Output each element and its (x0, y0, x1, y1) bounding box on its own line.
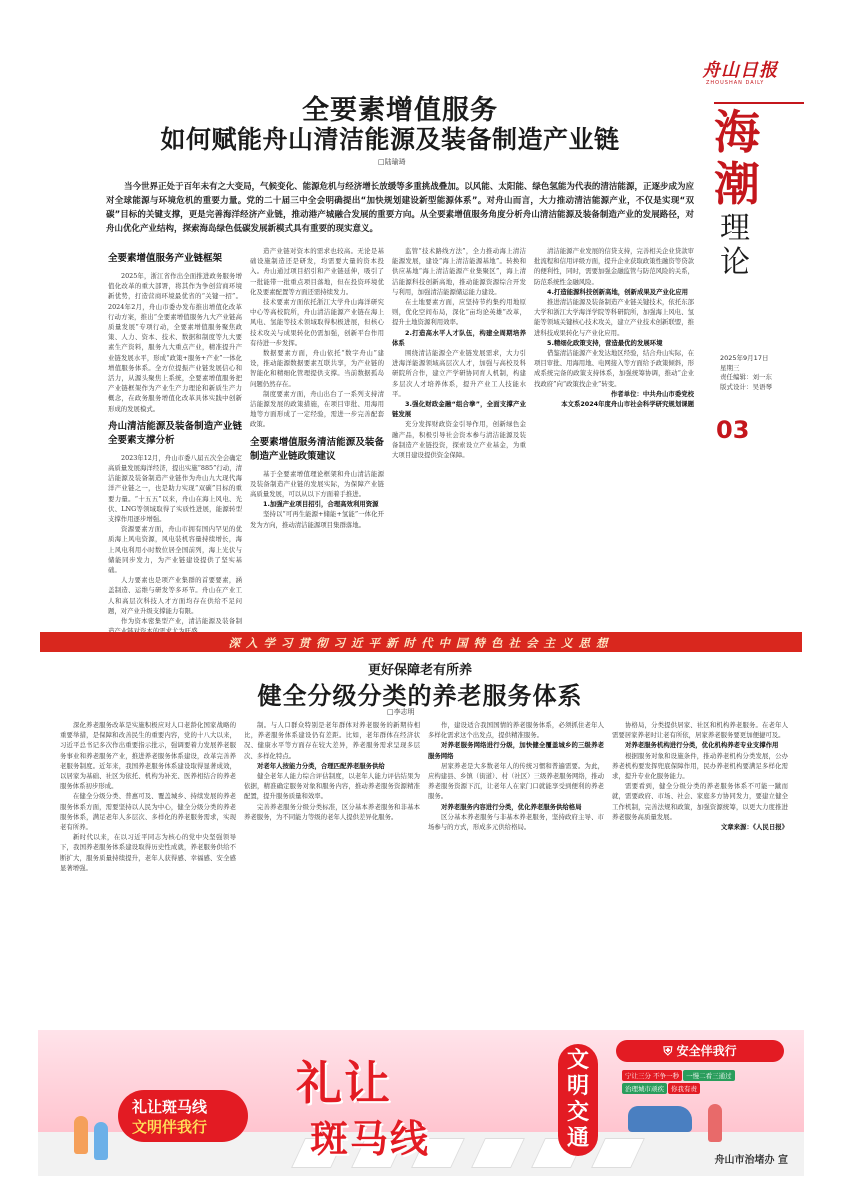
article2-paragraph: 深化养老服务改革是实施积极应对人口老龄化国家战略的重要举措，是保障和改善民生的重要内容，党的十八大以来，习近平总书记多次作出重要指示批示，强调要着力发展养老服务事业和养老服务产业，推进养老服务体系建设，改革完善养老服务制度。近年来，我国养老服务体系建设取得显著成效，以居家为基础、社区为依托、机构为补充、医养相结合的养老服务体系初步形成。 (60, 721, 236, 791)
article2-bold-heading: 对老年人按能力分类，合理匹配养老服务供给 (257, 761, 385, 770)
article1-column-4 (534, 246, 694, 624)
article2-paragraph: 作，建设适合我国国情的养老服务体系，必须抓住老年人多样化需求这个出发点，提供精准服务。 (428, 721, 604, 740)
article2-paragraph: 健全老年人能力综合评估制度，以老年人能力评估结果为依据，精准确定服务对象和服务内容，推动养老服务资源精准配置，提升服务质量和效率。 (244, 772, 420, 801)
shield-icon: ⛨ (663, 1044, 677, 1058)
article1-paragraph: 人力要素也是项产业集群的首要要素，涵盖制造、运维与研发等多环节。舟山在产业工人和高层次科技人才方面均存在供给不足问题，对产业升级支撑能力有限。 (108, 576, 242, 615)
ad-sign (616, 1040, 784, 1062)
ad-sign-text: 安全伴我行 (676, 1044, 737, 1058)
masthead-divider (714, 102, 804, 104)
article2-column-3 (428, 720, 604, 1016)
article1-paragraph: 在土地要素方面，应坚持节约集约用地原则，优化空间布局，深化“亩均论英雄”改革，提升土地资源利用效率。 (392, 298, 526, 327)
article1-column-3 (392, 246, 526, 624)
issue-designer: 版式设计：吴语琴 (720, 382, 772, 391)
ad-headline-line2: 斑马线 (310, 1117, 431, 1161)
pedestrian-figure (74, 1116, 88, 1154)
article1-paragraph: 技术要素方面依托浙江大学舟山海洋研究中心等高校院所，舟山清洁能源产业链在海上风电、氢能等技术领域取得积极进展，但核心技术攻关与成果转化仍需加强，创新平台作用有待进一步发挥。 (250, 298, 384, 347)
article2-paragraph: 区分基本养老服务与非基本养老服务，坚持政府主导、市场参与的方式，形成多元供给格局。 (428, 812, 604, 832)
article1-paragraph: 监管“技术路线方法”，全力推动海上清洁能源发展，建设“海上清洁能源基地”。转换和供应基地“海上清洁能源产业集聚区”，海上清洁能源科技创新高地，推动能源资源综合开发与利用，加强清洁能源储运能力建设。 (392, 247, 526, 296)
article1-subheading: 舟山清洁能源及装备制造产业链全要素支撑分析 (108, 420, 242, 446)
ad-headline-line1: 礼让 (296, 1056, 392, 1110)
article1-paragraph: 2025年，浙江省作出全面推进政务服务增值化改革的重大部署，将其作为争创营商环境新优势，打造营商环境最优省的“关键一招”。2024年2月，舟山市委办发布推出增值化改革行动方案，推出“全要素增值服务九大产业链高质量发展”专项行动，全要素增值服务聚焦政策、人力、资本、技术、数据和制度等九大要素生产资料，服务九大重点产业，精准提升产业链发展水平，形成“政策+服务+产业”一体化增值服务体系。全方位提振产业链发展信心和活力，从源头聚焦上系统，全要素增值服务把产业链框架作为产业生产力理论和新质生产力概念，在政务服务增值化改革具体实践中创新形成的发展模式。 (108, 272, 242, 413)
issue-meta (720, 354, 772, 392)
ad-vertical-text: 文明交通 (567, 1048, 590, 1151)
issue-editor: 责任编辑：刘一东 (720, 373, 772, 381)
section-title-text: 海潮 (714, 105, 760, 211)
section-subtitle-text: 理论 (720, 211, 750, 280)
article1-subheading: 全要素增值服务清洁能源及装备制造产业链政策建议 (250, 436, 384, 462)
issue-date: 2025年9月17日 (720, 354, 769, 362)
article2-source: 文章来源：《人民日报》 (720, 823, 788, 832)
ad-tag: 治理城市顽疾 (622, 1083, 667, 1094)
ad-vertical-label (558, 1044, 598, 1156)
article2-bold-heading: 对养老服务网络进行分级，加快健全覆盖城乡的三级养老服务网络 (428, 741, 604, 760)
article1-column-1 (108, 246, 242, 624)
article1-paragraph: 制度要素方面，舟山出台了一系列支持清洁能源发展的政策措施，在项目审批、用海用地等方面形成了一定经验，需进一步完善配套政策。 (250, 389, 384, 429)
article2-column-2 (244, 720, 420, 1016)
article1-author-unit: 作者单位：中共舟山市委党校 (610, 389, 694, 398)
theme-banner-text: 深入学习贯彻习近平新时代中国特色社会主义思想 (228, 636, 614, 650)
masthead (700, 38, 810, 444)
article1-bold-heading: 5.精细化政策支持，营造最优的发展环境 (547, 338, 663, 347)
ad-slogan-line1: 礼让斑马线 (132, 1098, 208, 1116)
article1-paragraph: 充分发挥财政资金引导作用，创新绿色金融产品，积极引导社会资本参与清洁能源及装备制造产业链投资，探索设立产业基金，为重大项目建设提供资金保障。 (392, 420, 526, 460)
ad-slogan-badge (118, 1090, 248, 1142)
ad-tag: 你我有责 (668, 1083, 700, 1094)
issue-weekday: 星期三 (720, 363, 740, 372)
article2-bold-heading: 对养老服务机构进行分类，优化机构养老专业支撑作用 (625, 741, 779, 750)
section-title (714, 106, 766, 210)
article1-paragraph: 推进清洁能源及装备制造产业链关键技术，依托东部大学和浙江大学海洋学院等科研院所，加强海上风电、氢能等领域关键核心技术攻关，建立产业技术创新联盟，推进科技成果转化与产业化应用。 (534, 298, 694, 337)
article1-title-line1: 全要素增值服务 (302, 95, 498, 126)
article2-paragraph: 完善养老服务分级分类标准，区分基本养老服务和非基本养老服务，为不同能力等级的老年人提供差异化服务。 (244, 802, 420, 821)
car-illustration (628, 1106, 692, 1132)
article1-paragraph: 作为资本密集型产业，清洁能源及装备制 (121, 617, 242, 626)
article1-paragraph: 清洁能源产业发展的信贷支持，完善相关企业贷款审批流程和信用评级方面，提升企业获取政策性融资等贷款的便利性，同时，需要加强金融监管与防范风险的关系，防范系统性金融风险。 (534, 247, 694, 286)
article1-paragraph: 借鉴清洁能源产业发达地区经验，结合舟山实际，在项目审批、用海用地、电网接入等方面给予政策倾斜，形成系统完备的政策支持体系，加强统筹协调，推动“企业找政府”向“政策找企业”转变。 (534, 349, 694, 388)
article1-subheading: 全要素增值服务产业链框架 (108, 253, 223, 264)
article2-paragraph: 新时代以来，在以习近平同志为核心的党中央坚强领导下，我国养老服务体系建设取得历史性成就，养老服务供给不断扩大，服务质量持续提升，老年人获得感、幸福感、安全感显著增强。 (60, 833, 236, 872)
article1-title-line2: 如何赋能舟山清洁能源及装备制造产业链 (160, 125, 620, 154)
article2-paragraph: 在健全分级分类、普惠可及、覆盖城乡、持续发展的养老服务体系方面，需要坚持以人民为中心，健全分级分类的养老服务体系，满足老年人多层次、多样化的养老服务需求，实现老有所养。 (60, 792, 236, 832)
article1-paragraph: 2023年12月，舟山市委八届五次全会确定高质量发展海洋经济，提出实施“885”行动，清洁能源及装备制造产业链作为舟山九大现代海洋产业链之一，也是助力实现“双碳”目标的重要力量。“十五五”以来，舟山在海上风电、光伏、LNG等领域取得了实质性进展，能源转型支撑作用逐步增强。 (108, 453, 242, 524)
article1-paragraph: 坚持以“可再生能源+储能+氢能”一体化开发为方向，推动清洁能源项目集群落地。 (250, 510, 384, 529)
article1-bold-heading: 2.打造高水平人才队伍，构建全周期培养体系 (392, 328, 526, 347)
ad-tag: 一慢二看三通过 (683, 1070, 735, 1081)
ad-tag-list (622, 1070, 736, 1096)
article1-paragraph: 基于全要素增值理论框架和舟山清洁能源及装备制造产业链的发展实际，为保障产业链高质量发展，可以从以下方面着手推进。 (250, 469, 384, 499)
article1-paragraph: 造产业链对资本的需求也较高。无论是基础设施制造还是研发，均需要大量的资本投入。舟山通过项目招引和产业链延伸，吸引了一批能带一批重点项目落地，但在投资环境优化及要素配置等方面还需持续发力。 (250, 247, 384, 296)
newspaper-logo-sub: ZHOUSHAN DAILY (706, 80, 765, 86)
article1-bold-heading: 3.强化财政金融“组合拳”，全面支撑产业链发展 (392, 400, 526, 419)
article2-paragraph: 需要看到，健全分级分类的养老服务体系不可能一蹴而就，需要政府、市场、社会、家庭多方协同发力，要建立健全工作机制，完善法规和政策，加强资源统筹，以更大力度推进养老服务高质量发展。 (612, 782, 788, 821)
article1-byline: □陆瑜琦 (378, 158, 406, 166)
article1-bold-heading: 4.打造能源科技创新高地，创新成果及产业化应用 (547, 287, 689, 296)
pedestrian-figure (94, 1122, 108, 1160)
ad-tag: 宁让三分 不争一秒 (622, 1070, 682, 1081)
article2-paragraph: 居家养老是大多数老年人的传统习惯和普遍需要。为此，应构建县、乡镇（街道）、村（社区）三级养老服务网络，推动养老服务资源下沉，让老年人在家门口就能享受到便利的养老服务。 (428, 761, 604, 801)
article1-bold-heading: 1.加强产业项目招引，合理高效利用资源 (263, 500, 379, 509)
newspaper-logo: 舟山日报 (702, 60, 778, 81)
section-subtitle (720, 212, 754, 280)
article2-paragraph: 协格局，分类提供居家、社区和机构养老服务。在老年人需要居家养老时让老有所依，居家养老服务要更加便捷可及。 (612, 721, 788, 740)
pedestrian-figure (708, 1104, 722, 1142)
page-number: 03 (716, 416, 750, 444)
article2-title-line2: 健全分级分类的养老服务体系 (257, 682, 583, 710)
article1-fund-note: 本文系2024年度舟山市社会科学研究规划课题 (561, 400, 694, 409)
article1-column-2 (250, 246, 384, 624)
article2-paragraph: 制。与人口群众特别是老年群体对养老服务的新期待相比，养老服务体系建设仍有差距。比如，老年群体在经济状况、健康水平等方面存在较大差异，养老服务需求呈现多层次、多样化特点。 (244, 721, 420, 760)
article1-lead: 当今世界正处于百年未有之大变局，气候变化、能源危机与经济增长放缓等多重挑战叠加。以风能、太阳能、绿色氢能为代表的清洁能源，正逐步成为应对全球能源与环境危机的重要力量。党的二十届三中全会明确提出“加快规划建设新型能源体系”。对舟山而言，大力推动清洁能源产业，不仅是实现“双碳”目标的关键支撑，更是完善海洋经济产业链，推动港产城融合发展的重要方向。从全要素增值服务角度分析舟山清洁能源及装备制造产业的发展路径，对舟山优化产业结构，探索海岛绿色低碳发展新模式具有重要的现实意义。 (106, 182, 694, 234)
article2-paragraph: 根据服务对象和设施条件，推动养老机构分类发展，公办养老机构要发挥兜底保障作用，民办养老机构要满足多样化需求，提升专业化服务能力。 (612, 751, 788, 781)
article2-column-1 (60, 720, 236, 1016)
theme-banner (40, 632, 802, 652)
article1-paragraph: 围绕清洁能源全产业链发展需求，大力引进海洋能源领域高层次人才，加强与高校及科研院所合作，建立产学研协同育人机制，构建多层次人才培养体系，提升产业工人技能水平。 (392, 349, 526, 398)
article2-column-4 (612, 720, 788, 1016)
article2-byline: □李志明 (387, 708, 415, 716)
ad-sponsor: 舟山市治堵办 宣 (714, 1155, 788, 1166)
article1-paragraph: 数据要素方面，舟山依托“数字舟山”建设，推动能源数据要素互联共享，为产业链的智能化和精细化管理提供支撑。当前数据孤岛问题仍然存在。 (250, 349, 384, 388)
article2-title-line1: 更好保障老有所养 (367, 663, 472, 678)
article2-bold-heading: 对养老服务内容进行分类，优化养老服务供给格局 (441, 802, 582, 811)
ad-slogan-line2: 文明伴我行 (132, 1118, 208, 1136)
article1-paragraph: 资源要素方面，舟山市拥有国内罕见的优质海上风电资源，风电装机容量持续增长，海上风电利用小时数位居全国前列，海上光伏与储能同步发力，为产业链建设提供了坚实基础。 (108, 525, 242, 575)
traffic-safety-ad (38, 1030, 804, 1176)
